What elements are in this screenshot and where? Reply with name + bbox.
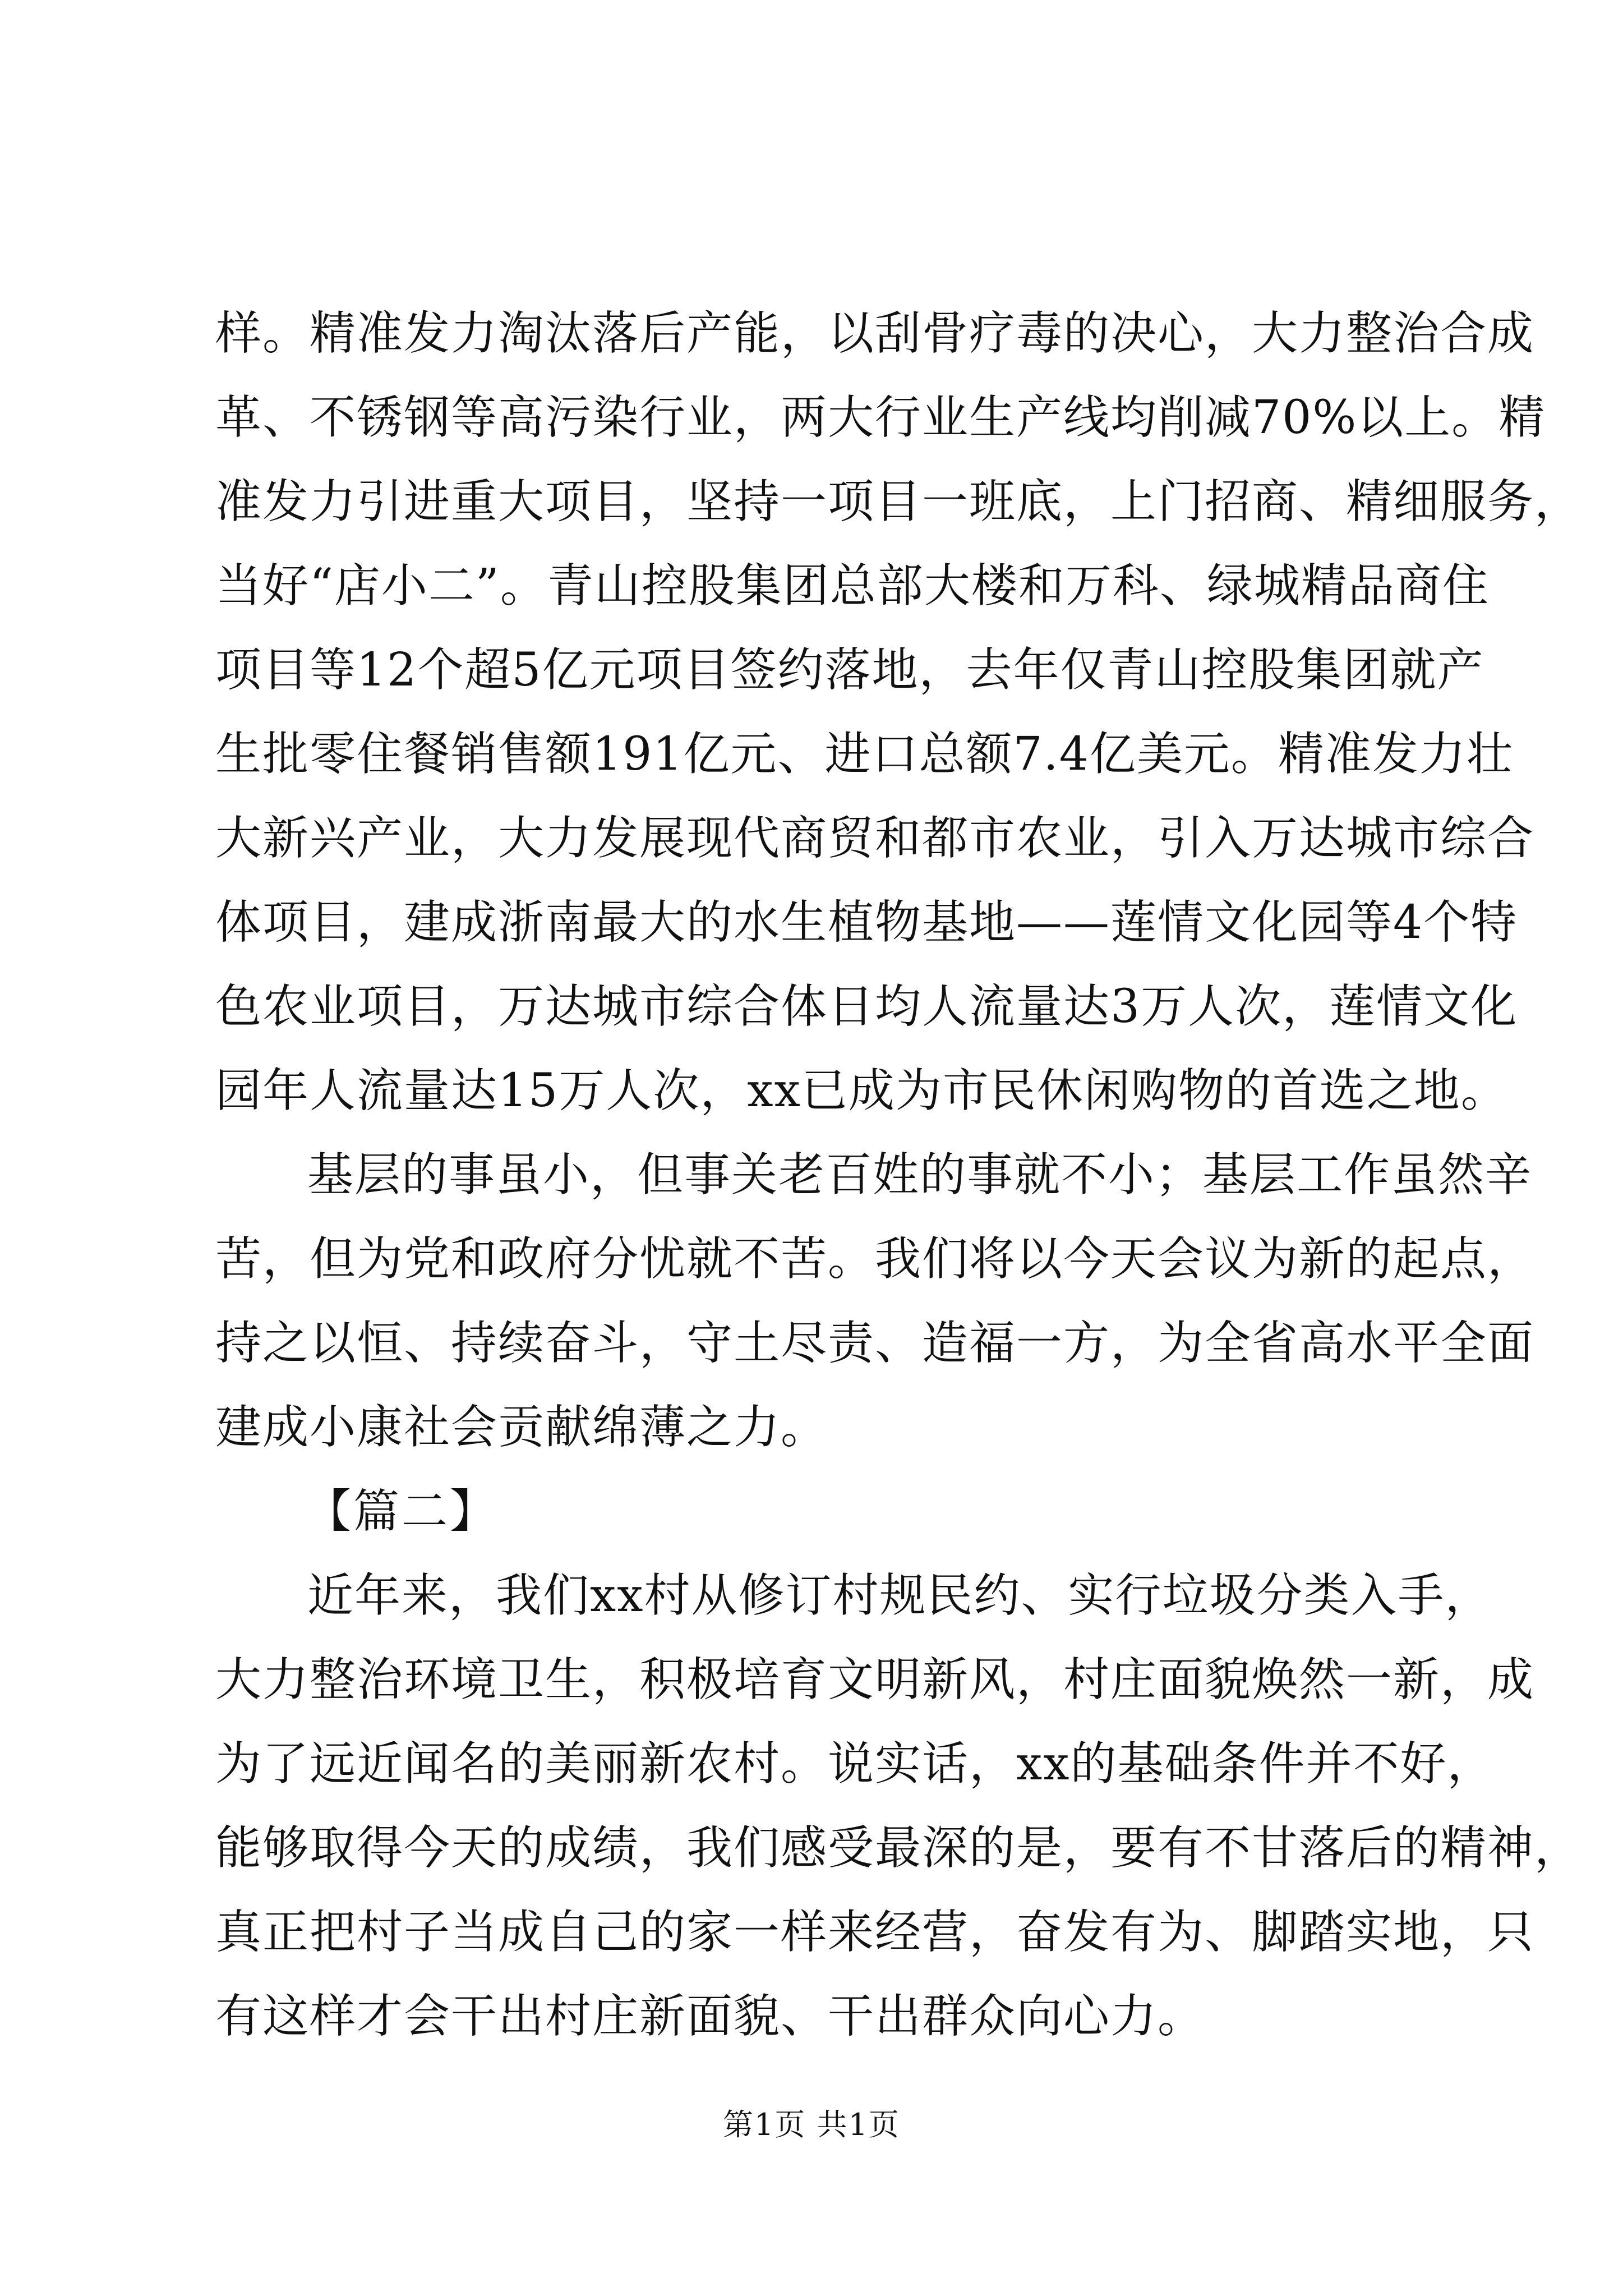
paragraph-line: 建成小康社会贡献绵薄之力。 bbox=[215, 1401, 828, 1454]
paragraph-line: 能够取得今天的成绩，我们感受最深的是，要有不甘落后的精神， bbox=[215, 1821, 1582, 1875]
paragraph-line: 大新兴产业，大力发展现代商贸和都市农业，引入万达城市综合 bbox=[215, 812, 1535, 865]
paragraph-line: 近年来，我们xx村从修订村规民约、实行垃圾分类入手， bbox=[307, 1569, 1492, 1622]
paragraph-line: 苦，但为党和政府分忧就不苦。我们将以今天会议为新的起点， bbox=[215, 1232, 1535, 1286]
paragraph-line: 真正把村子当成自己的家一样来经营，奋发有为、脚踏实地，只 bbox=[215, 1906, 1535, 1959]
paragraph-line: 革、不锈钢等高污染行业，两大行业生产线均削减70%以上。精 bbox=[215, 391, 1546, 444]
section-heading: 【篇二】 bbox=[305, 1485, 499, 1538]
paragraph-line: 基层的事虽小，但事关老百姓的事就不小；基层工作虽然辛 bbox=[307, 1148, 1533, 1202]
paragraph-line: 样。精准发力淘汰落后产能，以刮骨疗毒的决心，大力整治合成 bbox=[215, 307, 1535, 360]
page-number-footer: 第1页 共1页 bbox=[723, 2107, 900, 2142]
paragraph-line: 大力整治环境卫生，积极培育文明新风，村庄面貌焕然一新，成 bbox=[215, 1653, 1535, 1706]
paragraph-line: 持之以恒、持续奋斗，守土尽责、造福一方，为全省高水平全面 bbox=[215, 1317, 1535, 1370]
paragraph-line: 为了远近闻名的美丽新农村。说实话，xx的基础条件并不好， bbox=[215, 1737, 1495, 1791]
paragraph-line: 项目等12个超5亿元项目签约落地，去年仅青山控股集团就产 bbox=[215, 643, 1484, 697]
paragraph-line: 有这样才会干出村庄新面貌、干出群众向心力。 bbox=[215, 1990, 1205, 2043]
paragraph-line: 准发力引进重大项目，坚持一项目一班底，上门招商、精细服务， bbox=[215, 475, 1582, 528]
paragraph-line: 色农业项目，万达城市综合体日均人流量达3万人次，莲情文化 bbox=[215, 980, 1518, 1033]
paragraph-line: 园年人流量达15万人次，xx已成为市民休闲购物的首选之地。 bbox=[215, 1064, 1508, 1117]
paragraph-line: 生批零住餐销售额191亿元、进口总额7.4亿美元。精准发力壮 bbox=[215, 728, 1514, 781]
paragraph-line: 体项目，建成浙南最大的水生植物基地——莲情文化园等4个特 bbox=[215, 896, 1518, 949]
paragraph-line: 当好“店小二”。青山控股集团总部大楼和万科、绿城精品商住 bbox=[215, 559, 1490, 613]
